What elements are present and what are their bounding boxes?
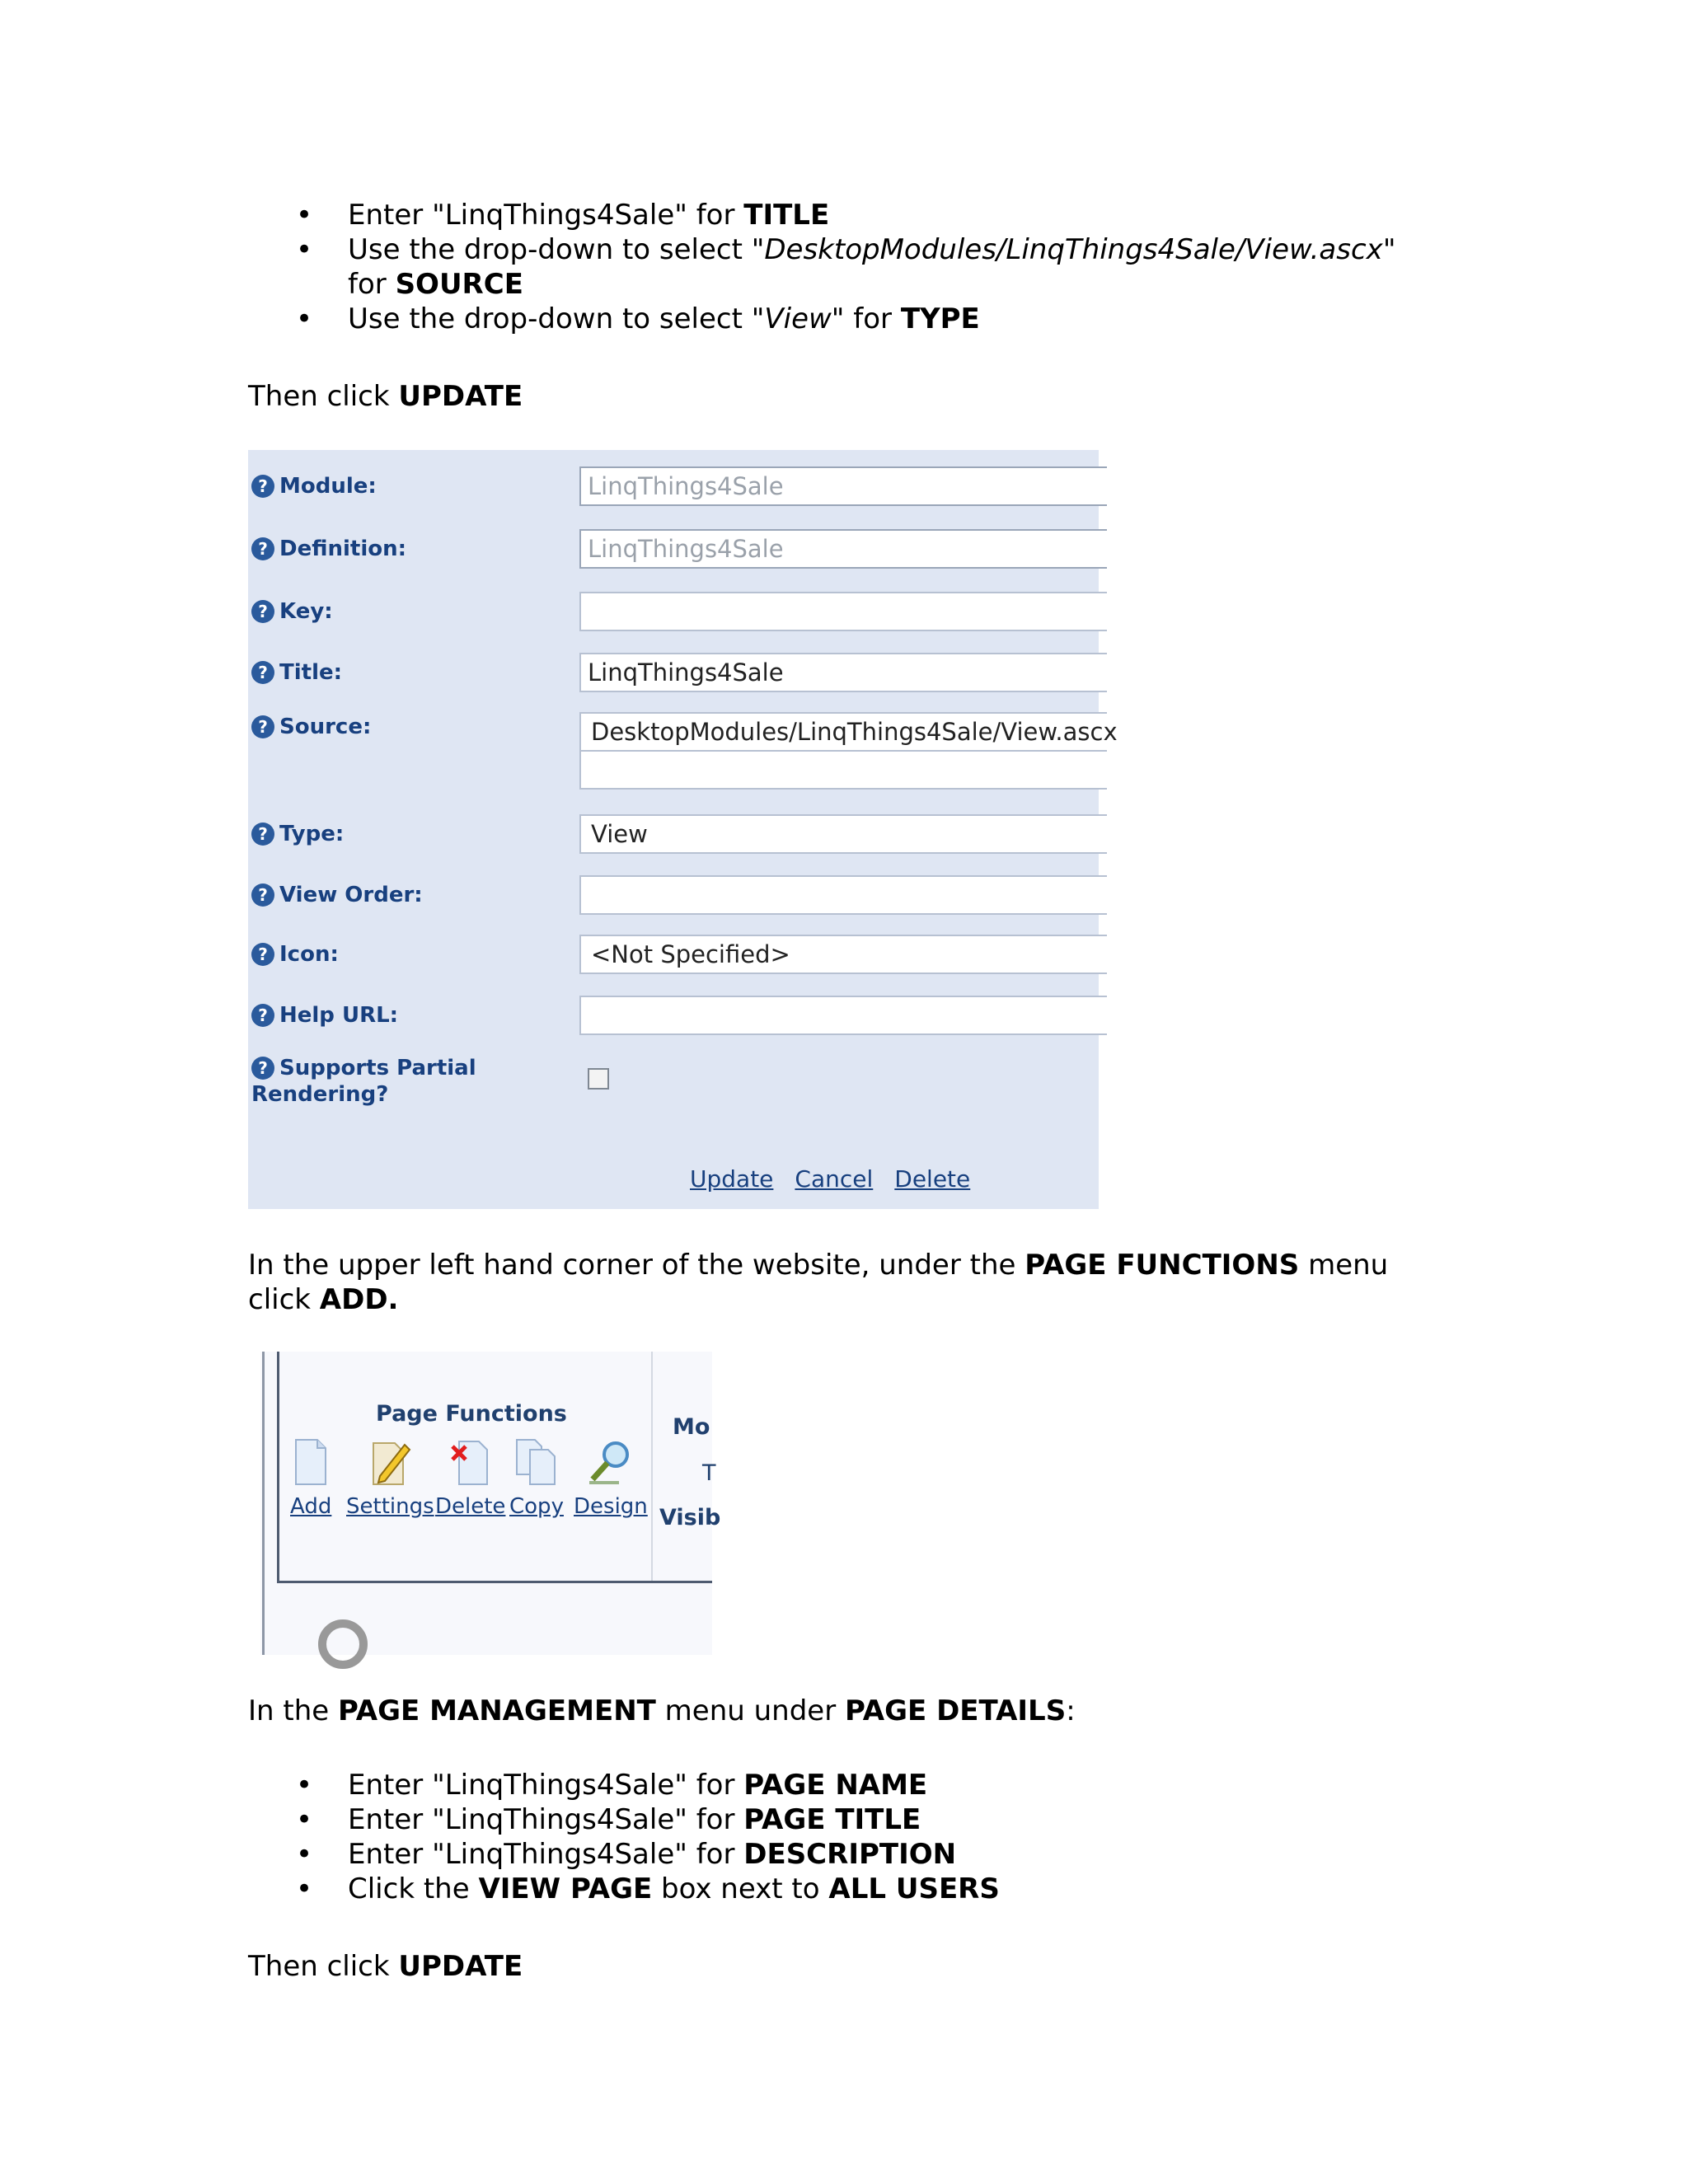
list-item-continuation: for SOURCE (348, 268, 523, 301)
add-page-button[interactable] (290, 1438, 331, 1519)
question-mark-icon[interactable]: ? (251, 600, 274, 623)
partial-rendering-checkbox[interactable] (588, 1068, 609, 1090)
page-functions-title: Page Functions (376, 1401, 567, 1427)
settings-button[interactable] (346, 1438, 434, 1519)
question-mark-icon[interactable]: ? (251, 1057, 274, 1080)
panel-border (277, 1352, 279, 1582)
list-item: • Use the drop-down to select "DesktopModules/LinqThings4Sale/View.ascx" (296, 233, 1396, 266)
delete-page-icon (449, 1438, 492, 1486)
divider (262, 1352, 265, 1655)
instruction-list-1 (248, 198, 1484, 336)
cut-off-text: Mo (673, 1414, 710, 1440)
module-label: Module: (279, 474, 377, 499)
source-spacer-field (579, 750, 1107, 790)
definition-field[interactable]: LinqThings4Sale (579, 529, 1107, 569)
icon-label: Icon: (279, 942, 339, 967)
list-item: • Enter "LinqThings4Sale" for PAGE NAME (296, 1769, 928, 1802)
list-item: • Click the VIEW PAGE box next to ALL USERS (296, 1872, 1000, 1905)
type-select[interactable]: View (579, 814, 1107, 854)
partial-rendering-label: Supports Partial (279, 1056, 476, 1080)
view-order-input[interactable] (579, 875, 1107, 915)
icon-select[interactable]: <Not Specified> (579, 935, 1107, 974)
source-label: Source: (279, 715, 372, 739)
view-order-label: View Order: (279, 883, 423, 907)
page-management-instruction: In the PAGE MANAGEMENT menu under PAGE DETAILS: (248, 1694, 1076, 1727)
page-functions-screenshot (260, 1352, 721, 1655)
divider (651, 1352, 653, 1581)
copy-page-button[interactable] (509, 1438, 564, 1519)
design-label: Design (574, 1494, 648, 1519)
delete-label: Delete (435, 1494, 506, 1519)
cancel-link[interactable]: Cancel (795, 1165, 874, 1193)
copy-page-icon (513, 1438, 560, 1486)
list-item: • Enter "LinqThings4Sale" for PAGE TITLE (296, 1803, 921, 1836)
module-field[interactable]: LinqThings4Sale (579, 466, 1107, 506)
question-mark-icon[interactable]: ? (251, 537, 274, 560)
key-label: Key: (279, 599, 333, 624)
question-mark-icon[interactable]: ? (251, 883, 274, 907)
instruction-list-2 (248, 1768, 1484, 1906)
then-click-update-2: Then click UPDATE (248, 1950, 523, 1983)
help-url-input[interactable] (579, 996, 1107, 1035)
panel-border (277, 1581, 712, 1583)
delete-page-button[interactable] (435, 1438, 505, 1519)
question-mark-icon[interactable]: ? (251, 943, 274, 966)
settings-pencil-icon (368, 1438, 411, 1486)
question-mark-icon[interactable]: ? (251, 715, 274, 738)
page-functions-instruction: In the upper left hand corner of the website, under the PAGE FUNCTIONS menu click ADD. (248, 1249, 1389, 1316)
list-item: • Use the drop-down to select "View" for TYPE (296, 302, 980, 335)
list-item: • Enter "LinqThings4Sale" for TITLE (296, 199, 830, 232)
title-input[interactable]: LinqThings4Sale (579, 653, 1107, 692)
help-url-label: Help URL: (279, 1003, 399, 1028)
settings-label: Settings (346, 1494, 434, 1519)
type-label: Type: (279, 822, 345, 846)
add-page-icon (293, 1438, 329, 1486)
form-actions (690, 1165, 992, 1193)
title-label: Title: (279, 660, 343, 685)
design-button[interactable] (574, 1438, 648, 1519)
partial-rendering-label-line2: Rendering? (251, 1082, 389, 1107)
module-definition-form-screenshot (248, 450, 1118, 1209)
question-mark-icon[interactable]: ? (251, 475, 274, 498)
decorative-graphic (318, 1619, 368, 1669)
update-link[interactable]: Update (690, 1165, 774, 1193)
design-magnifier-icon (586, 1438, 635, 1486)
question-mark-icon[interactable]: ? (251, 823, 274, 846)
cut-off-text: Visib (659, 1505, 721, 1530)
source-select[interactable]: DesktopModules/LinqThings4Sale/View.ascx (579, 712, 1107, 752)
then-click-update-1: Then click UPDATE (248, 380, 523, 413)
list-item: • Enter "LinqThings4Sale" for DESCRIPTION (296, 1838, 957, 1871)
definition-label: Definition: (279, 537, 407, 561)
delete-link[interactable]: Delete (894, 1165, 971, 1193)
question-mark-icon[interactable]: ? (251, 1004, 274, 1027)
key-input[interactable] (579, 592, 1107, 631)
add-label: Add (290, 1494, 332, 1519)
cut-off-text: T (702, 1460, 716, 1486)
question-mark-icon[interactable]: ? (251, 661, 274, 684)
copy-label: Copy (509, 1494, 564, 1519)
